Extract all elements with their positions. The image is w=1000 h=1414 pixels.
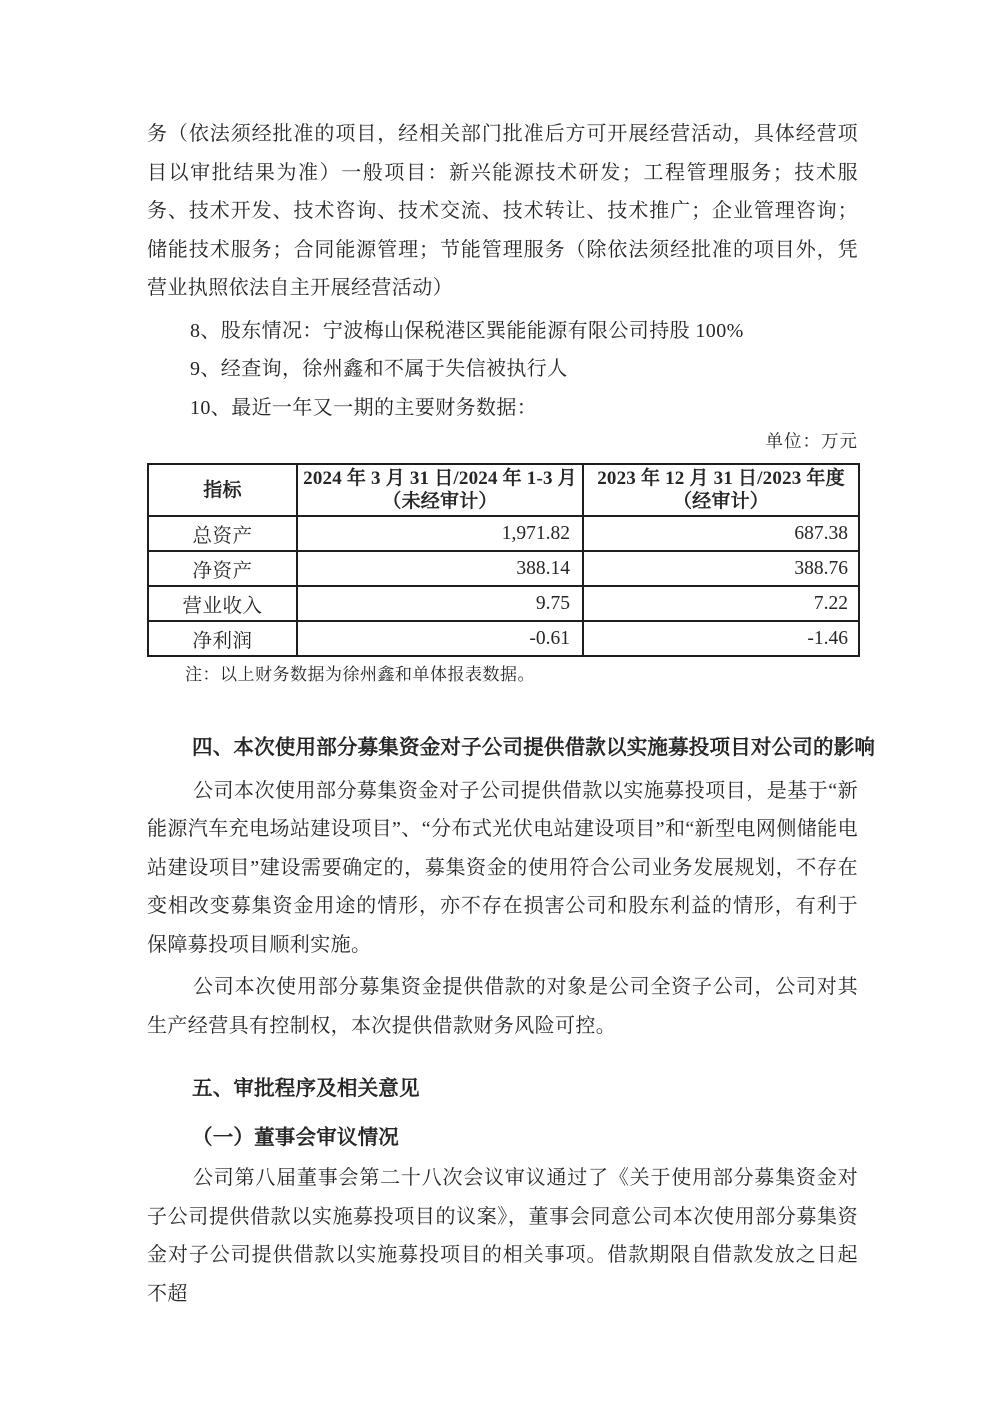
- numbered-list: [147, 312, 858, 428]
- section4-paragraph1: 公司本次使用部分募集资金对子公司提供借款以实施募投项目，是基于“新能源汽车充电场站建设项目”、“分布式光伏电站建设项目”和“新型电网侧储能电站建设项目”建设需要确定的，募集资金的使用符合公司业务发展规划，不存在变相改变募集资金用途的情形，亦不存在损害公司和股东利益的情形，有利于保障募投项目顺利实施。: [147, 779, 858, 956]
- table-header-row: [148, 464, 859, 516]
- list-item-9-credit-check: 9、经查询，徐州鑫和不属于失信被执行人: [190, 358, 568, 380]
- table-header-2023-line1: 2023 年 12 月 31 日/2023 年度: [597, 468, 845, 489]
- financial-data-table: [147, 463, 860, 657]
- indicator-cell: 净资产: [148, 551, 297, 586]
- table-row-operating-revenue: [148, 586, 859, 621]
- indicator-cell: 总资产: [148, 516, 297, 551]
- section5-heading: 五、审批程序及相关意见: [192, 1078, 420, 1100]
- table-row-net-assets: [148, 551, 859, 586]
- section5-subheading: （一）董事会审议情况: [192, 1126, 399, 1149]
- list-item-8-shareholder-info: 8、股东情况：宁波梅山保税港区巽能能源有限公司持股 100%: [190, 319, 744, 342]
- value-2023-cell: 687.38: [583, 516, 859, 551]
- list-item-10-financial-data: 10、最近一年又一期的主要财务数据：: [190, 396, 538, 419]
- section5-paragraph1: 公司第八届董事会第二十八次会议审议通过了《关于使用部分募集资金对子公司提供借款以实施募投项目的议案》，董事会同意公司本次使用部分募集资金对子公司提供借款以实施募投项目的相关事项。借款期限自借款发放之日起不超: [147, 1167, 858, 1305]
- section4-paragraph2: 公司本次使用部分募集资金提供借款的对象是公司全资子公司，公司对其生产经营具有控制权，本次提供借款财务风险可控。: [147, 976, 858, 1037]
- table-unit-label: 单位：万元: [765, 431, 858, 451]
- value-2024-cell: 388.14: [297, 551, 583, 586]
- value-2024-cell: 9.75: [297, 586, 583, 621]
- value-2023-cell: 388.76: [583, 551, 859, 586]
- table-header-2024-period: [297, 464, 583, 516]
- table-header-2023-period: [583, 464, 859, 516]
- table-header-indicator: 指标: [148, 464, 297, 516]
- value-2024-cell: -0.61: [297, 621, 583, 656]
- table-header-2024-line1: 2024 年 3 月 31 日/2024 年 1-3 月: [303, 468, 577, 489]
- table-row-net-profit: [148, 621, 859, 656]
- table-note: 注：以上财务数据为徐州鑫和单体报表数据。: [185, 665, 535, 684]
- value-2024-cell: 1,971.82: [297, 516, 583, 551]
- table-row-total-assets: [148, 516, 859, 551]
- value-2023-cell: -1.46: [583, 621, 859, 656]
- indicator-cell: 净利润: [148, 621, 297, 656]
- table-header-2023-line2: （经审计）: [672, 491, 769, 512]
- business-scope-paragraph: 务（依法须经批准的项目，经相关部门批准后方可开展经营活动，具体经营项目以审批结果为准）一般项目：新兴能源技术研发；工程管理服务；技术服务、技术开发、技术咨询、技术交流、技术转让、技术推广；企业管理咨询；储能技术服务；合同能源管理；节能管理服务（除依法须经批准的项目外，凭营业执照依法自主开展经营活动）: [147, 123, 858, 299]
- section4-heading: 四、本次使用部分募集资金对子公司提供借款以实施募投项目对公司的影响: [192, 737, 876, 759]
- indicator-cell: 营业收入: [148, 586, 297, 621]
- value-2023-cell: 7.22: [583, 586, 859, 621]
- table-header-2024-line2: （未经审计）: [382, 491, 498, 512]
